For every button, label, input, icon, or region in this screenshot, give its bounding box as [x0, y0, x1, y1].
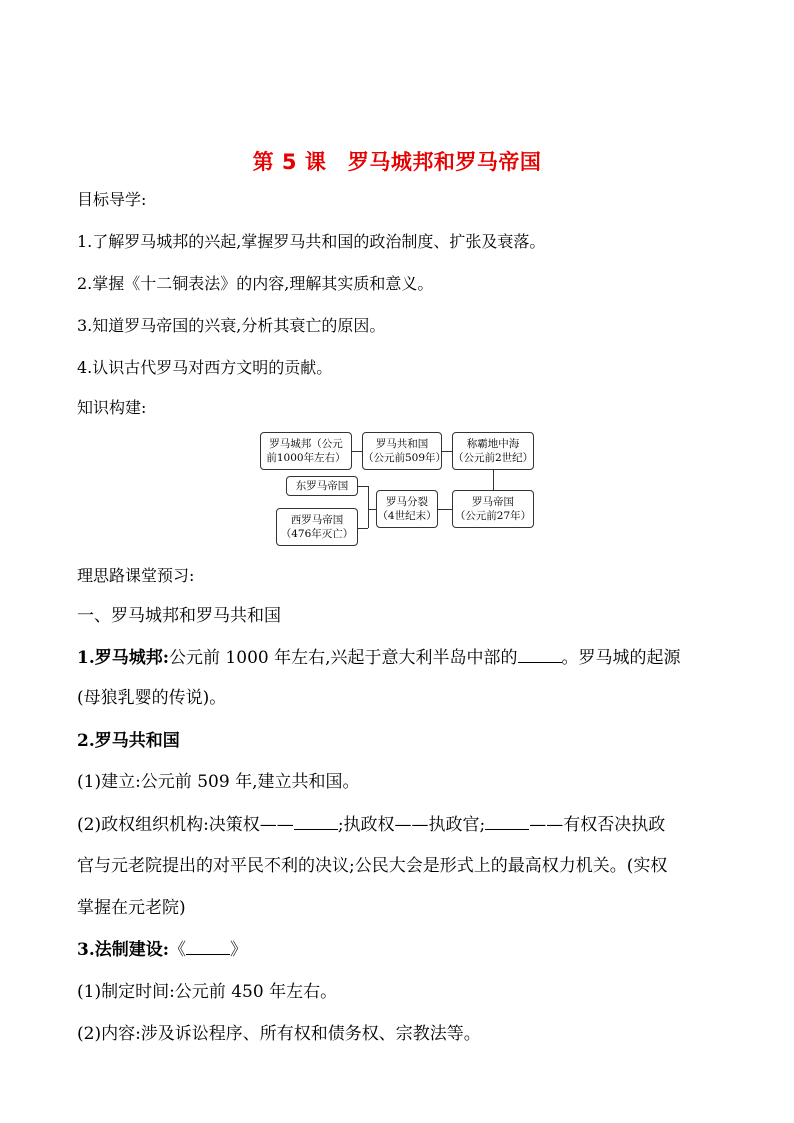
item-text: ;执政权——执政官;	[337, 815, 486, 835]
diagram-box-roman-split	[376, 490, 438, 528]
box-line: （公元前2世纪）	[453, 452, 534, 464]
box-line: 罗马分裂	[386, 496, 428, 508]
item1-text: 。罗马城的起源	[561, 648, 681, 668]
fill-blank[interactable]	[186, 940, 230, 955]
item1-text: 公元前 1000 年左右,兴起于意大利半岛中部的	[169, 648, 518, 668]
item2-1: (1)建立:公元前 509 年,建立共和国。	[77, 772, 360, 792]
box-line: 西罗马帝国	[290, 514, 344, 526]
fill-blank[interactable]	[518, 648, 562, 663]
arrow-connector	[493, 470, 494, 490]
box-line: 罗马共和国	[375, 438, 429, 450]
knowledge-diagram	[256, 430, 536, 548]
goal-item: 3.知道罗马帝国的兴衰,分析其衰亡的原因。	[77, 316, 386, 335]
arrow-connector	[358, 486, 368, 487]
arrow-connector	[438, 509, 452, 510]
item3-label: 3.法制建设:	[77, 940, 170, 960]
item2-2-line2: 官与元老院提出的对平民不利的决议;公民大会是形式上的最高权力机关。(实权	[77, 856, 668, 876]
item3-line	[77, 940, 247, 960]
arrow-connector	[358, 528, 368, 529]
box-line: （476年灭亡）	[280, 528, 354, 540]
page-title: 第 5 课 罗马城邦和罗马帝国	[252, 150, 542, 174]
item3-1: (1)制定时间:公元前 450 年左右。	[77, 982, 338, 1002]
box-line: 东罗马帝国	[295, 480, 349, 492]
diagram-box-roman-empire	[452, 490, 534, 528]
box-line: （4世纪末）	[377, 510, 437, 522]
item2-2-line1	[77, 815, 665, 835]
item1-line	[77, 648, 681, 668]
diagram-box-eastern-empire	[286, 476, 358, 496]
item1-line2: (母狼乳婴的传说)。	[77, 688, 227, 708]
arrow-connector	[368, 509, 376, 510]
arrow-connector	[368, 486, 369, 528]
fill-blank[interactable]	[294, 815, 338, 830]
bracket: 》	[230, 940, 248, 960]
item-text: (2)政权组织机构:决策权——	[77, 815, 294, 835]
diagram-box-mediterranean	[452, 432, 534, 470]
diagram-box-roman-city-state	[260, 432, 352, 470]
goal-item: 4.认识古代罗马对西方文明的贡献。	[77, 358, 333, 377]
item-text: ——有权否决执政	[529, 815, 666, 835]
bracket: 《	[169, 940, 187, 960]
item2-label: 2.罗马共和国	[77, 731, 180, 751]
goals-heading: 目标导学:	[77, 190, 147, 209]
box-line: 罗马帝国	[472, 496, 514, 508]
arrow-connector	[352, 451, 362, 452]
arrow-connector	[442, 451, 452, 452]
box-line: 称霸地中海	[466, 438, 520, 450]
box-line: （公元前509年）	[363, 452, 447, 464]
preview-heading: 理思路课堂预习:	[77, 566, 195, 585]
box-line: 罗马城邦（公元	[269, 438, 343, 450]
goal-item: 2.掌握《十二铜表法》的内容,理解其实质和意义。	[77, 274, 434, 293]
goal-item: 1.了解罗马城邦的兴起,掌握罗马共和国的政治制度、扩张及衰落。	[77, 232, 546, 251]
item2-2-line3: 掌握在元老院)	[77, 898, 186, 918]
item3-2: (2)内容:涉及诉讼程序、所有权和债务权、宗教法等。	[77, 1024, 481, 1044]
section-heading: 一、罗马城邦和罗马共和国	[77, 606, 281, 626]
box-line: 前1000年左右）	[266, 452, 346, 464]
fill-blank[interactable]	[485, 815, 529, 830]
box-line: （公元前27年）	[454, 510, 532, 522]
item1-label: 1.罗马城邦:	[77, 648, 170, 668]
knowledge-heading: 知识构建:	[77, 398, 147, 417]
diagram-box-roman-republic	[362, 432, 447, 470]
diagram-box-western-empire	[276, 508, 358, 546]
